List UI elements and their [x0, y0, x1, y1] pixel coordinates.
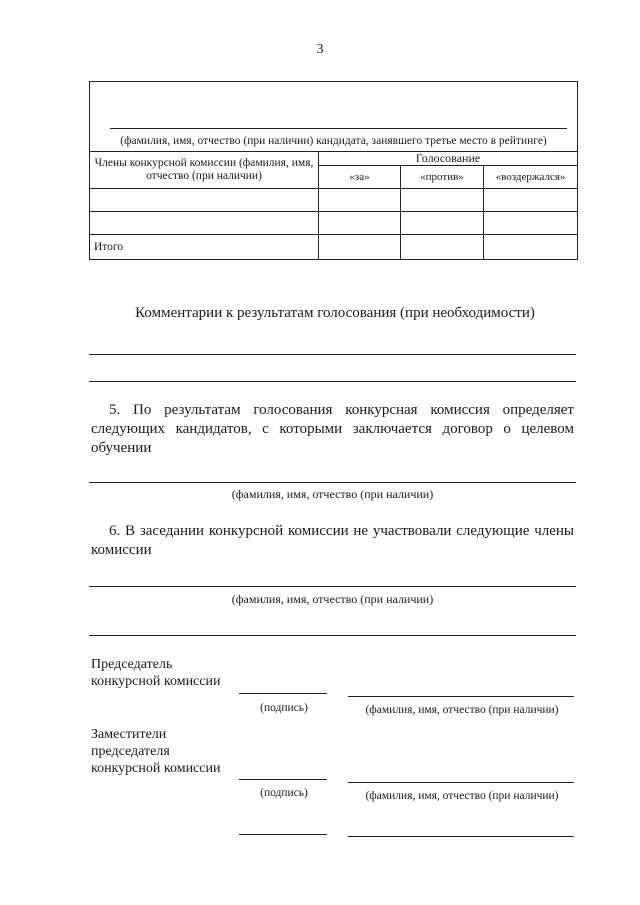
member-cell[interactable]	[90, 212, 319, 235]
option-abstained: «воздержался»	[484, 166, 578, 189]
signature-caption: (подпись)	[260, 787, 308, 799]
option-against: «против»	[401, 166, 484, 189]
vote-cell[interactable]	[319, 212, 401, 235]
total-row	[90, 235, 578, 260]
section-5-text: 5. По результатам голосования конкурсная комиссия определяет следующих кандидатов, с которыми заключается договор о целевом обучении	[91, 402, 574, 456]
total-label: Итого	[90, 235, 319, 260]
deputy-label: Заместители председателя конкурсной комиссии	[91, 727, 221, 776]
comment-line[interactable]	[89, 354, 576, 355]
vote-cell[interactable]	[401, 189, 484, 212]
vote-cell[interactable]	[484, 212, 578, 235]
name-caption: (фамилия, имя, отчество (при наличии)	[365, 704, 559, 716]
section-6-line-extra[interactable]	[89, 635, 576, 636]
option-for: «за»	[319, 166, 401, 189]
candidate-name-line	[110, 128, 567, 129]
vote-cell[interactable]	[319, 189, 401, 212]
deputy-name-line[interactable]	[348, 782, 574, 783]
voting-header: Голосование	[319, 152, 578, 166]
table-row	[90, 212, 578, 235]
page-number: 3	[316, 42, 324, 57]
deputy-name-line-2[interactable]	[348, 836, 574, 837]
section-6-line[interactable]	[89, 586, 576, 587]
chairman-signature-line[interactable]	[239, 693, 327, 694]
members-header: Члены конкурсной комиссии (фамилия, имя, отчество (при наличии)	[90, 152, 319, 189]
total-cell[interactable]	[401, 235, 484, 260]
header-row	[90, 152, 578, 166]
deputy-signature-line[interactable]	[239, 779, 327, 780]
section-6-text: 6. В заседании конкурсной комиссии не участвовали следующие члены комиссии	[91, 523, 574, 558]
voting-table	[89, 81, 578, 260]
chairman-label: Председатель конкурсной комиссии	[91, 657, 221, 689]
candidate-row	[90, 82, 578, 152]
candidate-cell[interactable]	[90, 82, 578, 152]
vote-cell[interactable]	[484, 189, 578, 212]
section-6-caption: (фамилия, имя, отчество (при наличии)	[231, 592, 434, 606]
comments-title: Комментарии к результатам голосования (при необходимости)	[135, 305, 535, 321]
table-row	[90, 189, 578, 212]
total-cell[interactable]	[319, 235, 401, 260]
deputy-signature-line-2[interactable]	[239, 834, 327, 835]
candidate-caption: (фамилия, имя, отчество (при наличии) кандидата, занявшего третье место в рейтинге)	[120, 135, 547, 147]
total-cell[interactable]	[484, 235, 578, 260]
section-5-line[interactable]	[89, 482, 576, 483]
chairman-name-line[interactable]	[348, 696, 574, 697]
name-caption: (фамилия, имя, отчество (при наличии)	[365, 790, 559, 802]
signature-caption: (подпись)	[260, 702, 308, 714]
vote-cell[interactable]	[401, 212, 484, 235]
comment-line[interactable]	[89, 381, 576, 382]
section-5-caption: (фамилия, имя, отчество (при наличии)	[231, 487, 434, 501]
member-cell[interactable]	[90, 189, 319, 212]
